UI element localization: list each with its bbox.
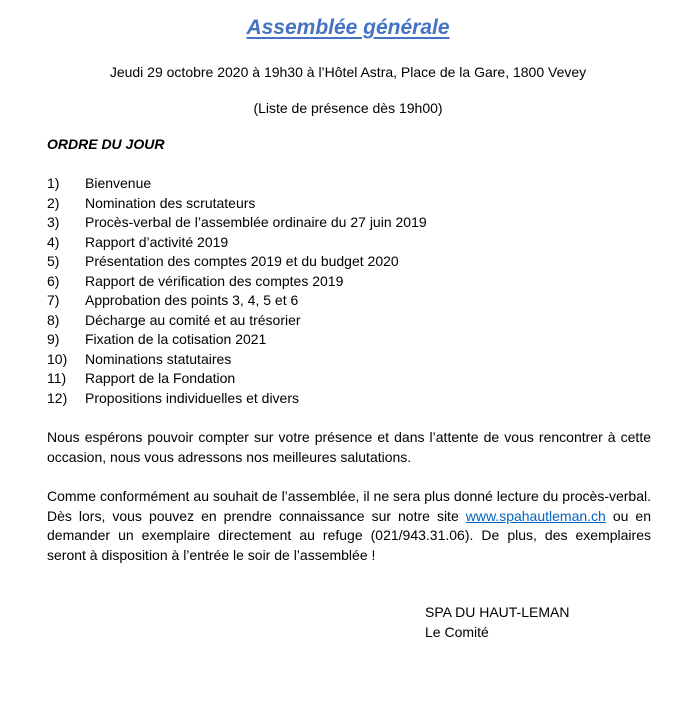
agenda-item-text: Bienvenue <box>85 175 152 191</box>
agenda-item <box>47 350 427 370</box>
minutes-paragraph <box>47 487 651 565</box>
agenda-item <box>47 369 427 389</box>
agenda-item-number: 12) <box>47 389 68 406</box>
agenda-item-number: 2) <box>47 194 60 211</box>
closing-paragraph: Nous espérons pouvoir compter sur votre présence et dans l’attente de vous rencontrer à cette occasion, nous vous adressons nos meilleures salutations. <box>47 429 651 465</box>
agenda-item <box>47 252 427 272</box>
agenda-item <box>47 213 427 233</box>
signature-org: SPA DU HAUT-LEMAN <box>425 604 570 620</box>
agenda-item-number: 3) <box>47 214 60 230</box>
agenda-item-number: 6) <box>47 272 60 289</box>
agenda-item <box>47 272 427 292</box>
agenda-item-text: Rapport de la Fondation <box>85 370 236 386</box>
agenda-item-text: Procès-verbal de l’assemblée ordinaire du 27 juin 2019 <box>85 214 427 230</box>
agenda-item-text: Nominations statutaires <box>85 350 232 367</box>
agenda-item <box>47 389 427 409</box>
agenda-item-text: Présentation des comptes 2019 et du budget 2020 <box>85 253 399 269</box>
minutes-text-after-link: ou en demander un exemplaire directement au refuge (021/943.31.06). De plus, des exemplaires seront à disposition à l’entrée le soir de l’assemblée ! <box>47 507 651 563</box>
agenda-item <box>47 311 427 331</box>
website-link[interactable]: www.spahautleman.ch <box>465 507 606 524</box>
agenda-item <box>47 194 427 214</box>
agenda-item <box>47 174 427 194</box>
agenda-item-number: 5) <box>47 253 60 269</box>
agenda-item-text: Approbation des points 3, 4, 5 et 6 <box>85 292 299 308</box>
agenda-item-text: Propositions individuelles et divers <box>85 389 299 406</box>
agenda-item-number: 11) <box>47 370 67 386</box>
agenda-item <box>47 233 427 253</box>
presence-line: (Liste de présence dès 19h00) <box>253 100 443 116</box>
agenda-item-text: Fixation de la cotisation 2021 <box>85 331 267 347</box>
agenda-item-number: 1) <box>47 175 60 191</box>
agenda-item <box>47 330 427 350</box>
agenda-item-number: 9) <box>47 331 60 347</box>
agenda-item-number: 10) <box>47 350 68 367</box>
agenda-item-text: Nomination des scrutateurs <box>85 194 256 211</box>
agenda-item-number: 7) <box>47 292 60 308</box>
signature-committee: Le Comité <box>425 623 489 640</box>
agenda-item-text: Rapport de vérification des comptes 2019 <box>85 272 344 289</box>
agenda-item-text: Rapport d’activité 2019 <box>85 233 229 250</box>
agenda-item-text: Décharge au comité et au trésorier <box>85 311 301 328</box>
signature-block <box>425 603 569 642</box>
agenda-item-number: 4) <box>47 233 60 250</box>
agenda-heading: ORDRE DU JOUR <box>47 136 165 152</box>
agenda-item <box>47 291 427 311</box>
date-location-line: Jeudi 29 octobre 2020 à 19h30 à l’Hôtel Astra, Place de la Gare, 1800 Vevey <box>109 64 587 80</box>
minutes-text-before-link: Comme conformément au souhait de l’assemblée, il ne sera plus donné lecture du procès-verbal. Dès lors, vous pouvez en prendre connaissance sur notre site <box>47 488 651 524</box>
agenda-list <box>47 174 427 408</box>
agenda-item-number: 8) <box>47 311 60 328</box>
document-title: Assemblée générale <box>246 16 450 39</box>
